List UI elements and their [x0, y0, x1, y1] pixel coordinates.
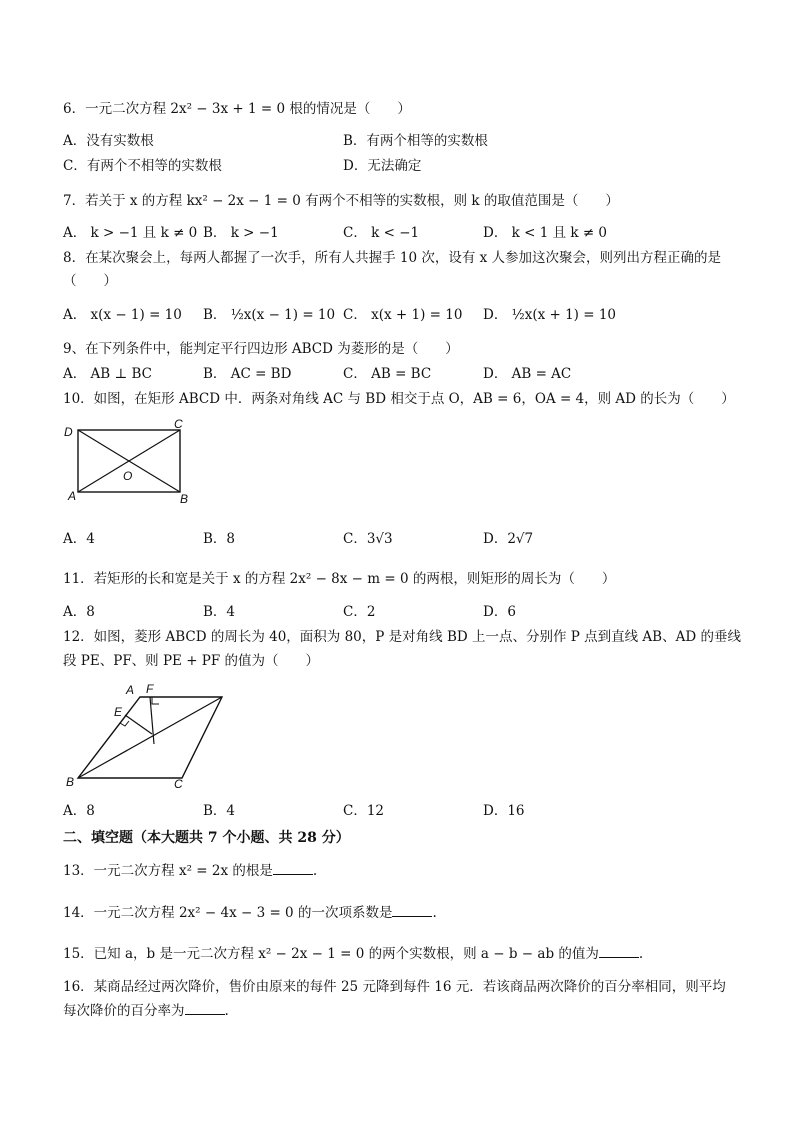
q15-tail: . [638, 946, 644, 962]
q16-tail: . [224, 1003, 229, 1019]
label-b: B [66, 775, 75, 789]
q10-option-a: A．4 [63, 531, 95, 547]
label-c: C [174, 418, 183, 431]
label-b: B [180, 492, 189, 506]
answer-blank[interactable] [185, 1002, 225, 1015]
q11-stem: 11．若矩形的长和宽是关于 x 的方程 2x² − 8x − m = 0 的两根，则矩形的周长为（ ） [63, 571, 616, 587]
rhombus-figure [62, 682, 232, 792]
label-a: A [126, 683, 135, 697]
label-c: C [174, 777, 183, 791]
answer-blank[interactable] [392, 904, 432, 917]
q11-option-a: A．8 [63, 604, 95, 620]
q10-option-d: D．2√7 [483, 531, 534, 547]
q10-stem: 10．如图，在矩形 ABCD 中．两条对角线 AC 与 BD 相交于点 O，AB = 6，OA = 4，则 AD 的长为（ ） [63, 391, 735, 407]
q15-text: 15．已知 a，b 是一元二次方程 x² − 2x − 1 = 0 的两个实数根，则 a − b − ab 的值为 [63, 946, 599, 962]
q8-stem-cont: （ ） [63, 273, 117, 289]
q13-tail: . [312, 863, 318, 879]
q8-option-c: C． x(x + 1) = 10 [343, 307, 463, 323]
q9-option-a: A． AB ⊥ BC [63, 366, 152, 382]
q11-option-d: D．6 [483, 604, 516, 620]
q7-option-d: D． k < 1 且 k ≠ 0 [483, 225, 608, 241]
q10-option-c: C．3√3 [343, 531, 393, 547]
q7-stem: 7．若关于 x 的方程 kx² − 2x − 1 = 0 有两个不相等的实数根，则 k 的取值范围是（ ） [63, 193, 619, 209]
q8-option-d: D． ½x(x + 1) = 10 [483, 307, 617, 323]
section-title: 二、填空题（本大题共 7 个小题、共 28 分） [63, 830, 350, 846]
q13 [63, 862, 317, 880]
q12-option-a: A．8 [63, 803, 95, 819]
q10-option-b: B．8 [203, 531, 236, 547]
q6-option-b: B．有两个相等的实数根 [343, 133, 488, 149]
q6-option-d: D．无法确定 [343, 158, 422, 174]
q9-option-d: D． AB = AC [483, 366, 572, 382]
label-f: F [146, 682, 154, 696]
q7-option-a: A． k > −1 且 k ≠ 0 [63, 225, 198, 241]
q6-option-c: C．有两个不相等的实数根 [63, 158, 222, 174]
q12-option-c: C．12 [343, 803, 385, 819]
q9-option-b: B． AC = BD [203, 366, 292, 382]
q14-text: 14．一元二次方程 2x² − 4x − 3 = 0 的一次项系数是 [63, 905, 393, 921]
rectangle-figure [60, 418, 200, 508]
q12-option-b: B．4 [203, 803, 236, 819]
q12-stem-cont: 段 PE、PF、则 PE + PF 的值为（ ） [63, 653, 320, 669]
q9-stem: 9、在下列条件中，能判定平行四边形 ABCD 为菱形的是（ ） [63, 341, 459, 357]
q13-text: 13．一元二次方程 x² = 2x 的根是 [63, 863, 273, 879]
q12-stem: 12．如图，菱形 ABCD 的周长为 40，面积为 80，P 是对角线 BD 上一点、分别作 P 点到直线 AB、AD 的垂线 [63, 629, 741, 645]
q9-option-c: C． AB = BC [343, 366, 432, 382]
q8-option-a: A． x(x − 1) = 10 [63, 307, 182, 323]
q6-stem: 6．一元二次方程 2x² − 3x + 1 = 0 根的情况是（ ） [63, 101, 411, 117]
q14-tail: . [432, 905, 437, 921]
q6-option-a: A．没有实数根 [63, 133, 154, 149]
q16-line1: 16．某商品经过两次降价，售价由原来的每件 25 元降到每件 16 元．若该商品两次降价的百分率相同，则平均 [63, 979, 726, 995]
answer-blank[interactable] [599, 945, 639, 958]
q14 [63, 904, 437, 922]
q7-option-b: B． k > −1 [203, 225, 279, 241]
q8-option-b: B． ½x(x − 1) = 10 [203, 307, 336, 323]
answer-blank[interactable] [273, 862, 313, 875]
label-a: A [68, 489, 77, 503]
q12-option-d: D．16 [483, 803, 525, 819]
label-e: E [114, 705, 123, 719]
q16-line2 [63, 1002, 229, 1020]
q8-stem: 8．在某次聚会上，每两人都握了一次手，所有人共握手 10 次，设有 x 人参加这次聚会，则列出方程正确的是 [63, 250, 722, 266]
q11-option-c: C．2 [343, 604, 376, 620]
label-d: D [64, 425, 73, 439]
q16-text: 每次降价的百分率为 [63, 1003, 185, 1019]
q15 [63, 945, 643, 963]
label-o: O [123, 469, 133, 483]
q11-option-b: B．4 [203, 604, 236, 620]
q7-option-c: C． k < −1 [343, 225, 420, 241]
